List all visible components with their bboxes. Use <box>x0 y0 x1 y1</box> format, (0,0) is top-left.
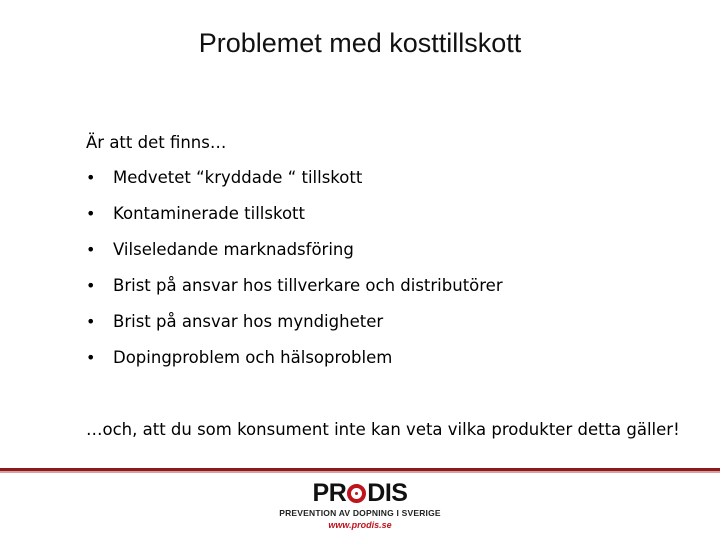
list-item <box>86 312 503 348</box>
bullet-text: Brist på ansvar hos myndigheter <box>113 312 384 331</box>
outro-text: …och, att du som konsument inte kan veta vilka produkter detta gäller! <box>86 420 680 439</box>
bullet-list <box>86 168 503 384</box>
bullet-text: Brist på ansvar hos tillverkare och distributörer <box>113 276 503 295</box>
logo-url: www.prodis.se <box>328 520 392 530</box>
bullet-icon: • <box>86 240 96 259</box>
bullet-text: Kontaminerade tillskott <box>113 204 305 223</box>
bullet-text: Vilseledande marknadsföring <box>113 240 354 259</box>
logo-tagline: PREVENTION AV DOPNING I SVERIGE <box>279 508 441 518</box>
slide-title: Problemet med kosttillskott <box>198 28 522 58</box>
intro-text: Är att det finns… <box>86 133 227 152</box>
bullet-icon: • <box>86 348 96 367</box>
bullet-icon: • <box>86 168 96 187</box>
bullet-text: Medvetet “kryddade “ tillskott <box>113 168 363 187</box>
list-item <box>86 204 503 240</box>
bullet-text: Dopingproblem och hälsoproblem <box>113 348 393 367</box>
footer-divider-shadow <box>0 471 720 473</box>
list-item <box>86 348 503 384</box>
bullet-icon: • <box>86 312 96 331</box>
bullet-icon: • <box>86 276 96 295</box>
prodis-logo <box>262 480 458 536</box>
bullet-icon: • <box>86 204 96 223</box>
list-item <box>86 168 503 204</box>
list-item <box>86 240 503 276</box>
list-item <box>86 276 503 312</box>
target-icon <box>347 484 366 503</box>
logo-wordmark: PR DIS <box>312 479 408 507</box>
